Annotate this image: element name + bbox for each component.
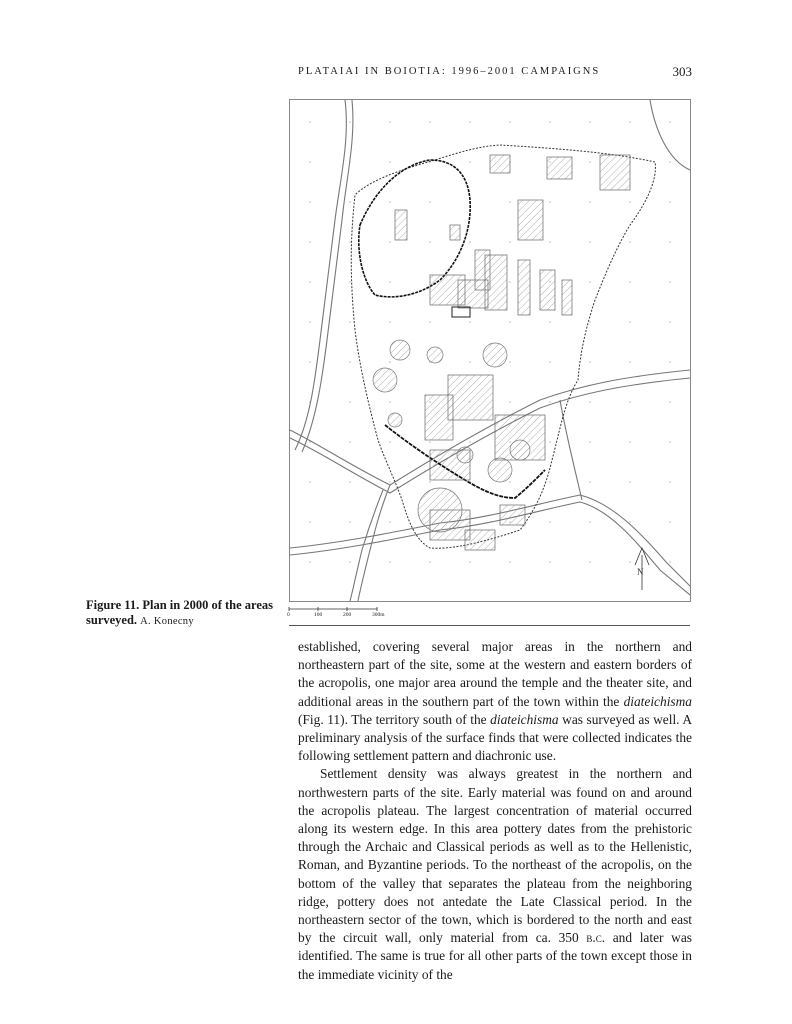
- grid-dot: [309, 201, 311, 203]
- grid-dot: [669, 361, 671, 363]
- grid-dot: [349, 401, 351, 403]
- p2-text-b: and later was identified. The same is true for all other parts of the town except those in the immediate vicinity of the: [298, 930, 692, 982]
- grid-dot: [509, 281, 511, 283]
- grid-dot: [349, 201, 351, 203]
- grid-dot: [429, 441, 431, 443]
- p1-italic-diateichisma: diateichisma: [623, 693, 692, 709]
- grid-dot: [669, 481, 671, 483]
- grid-dot: [629, 281, 631, 283]
- p2-era-bc: b.c.: [586, 930, 606, 946]
- grid-dot: [429, 121, 431, 123]
- grid-dot: [589, 281, 591, 283]
- running-head: [298, 66, 693, 77]
- figure-label: Figure 11. Plan in 2000 of the areas surveyed.: [86, 598, 274, 627]
- grid-dot: [669, 201, 671, 203]
- p1-text-c: (Fig. 11). The territory south of the: [298, 711, 491, 727]
- grid-dot: [669, 281, 671, 283]
- grid-dot: [629, 481, 631, 483]
- grid-dot: [629, 361, 631, 363]
- grid-dot: [469, 321, 471, 323]
- paragraph-1: [298, 638, 692, 765]
- paragraph-2: [298, 765, 692, 983]
- p2-text-a: Settlement density was always greatest in the northern and northwestern parts of the site. Early material was found on and around the acropolis plateau. The largest concentration of material occurred along its western edge. In this area pottery dates from the prehistoric through the Archaic and Classical periods as well as to the Hellenistic, Roman, and Byzantine periods. To the northeast of the acropolis, on the bottom of the valley that separates the plateau from the neighboring ridge, pottery does not antedate the Late Classical period. In the northeastern sector of the town, which is bordered to the north and east by the circuit wall, only material from ca. 350: [298, 766, 692, 946]
- grid-dot: [629, 561, 631, 563]
- grid-dot: [429, 201, 431, 203]
- grid-dot: [509, 241, 511, 243]
- grid-dot: [669, 441, 671, 443]
- grid-dot: [629, 321, 631, 323]
- grid-dot: [589, 481, 591, 483]
- grid-dot: [389, 161, 391, 163]
- grid-dot: [309, 241, 311, 243]
- grid-dot: [549, 401, 551, 403]
- grid-dot: [549, 241, 551, 243]
- grid-dot: [549, 521, 551, 523]
- grid-dot: [589, 161, 591, 163]
- grid-dot: [509, 561, 511, 563]
- grid-dot: [589, 121, 591, 123]
- grid-dot: [389, 241, 391, 243]
- scale-label-0: 0: [287, 612, 290, 618]
- grid-dot: [309, 281, 311, 283]
- grid-dot: [549, 201, 551, 203]
- grid-dot: [389, 441, 391, 443]
- grid-dot: [509, 361, 511, 363]
- grid-dot: [349, 561, 351, 563]
- grid-dot: [309, 121, 311, 123]
- grid-dot: [509, 401, 511, 403]
- grid-dot: [669, 161, 671, 163]
- grid-dot: [589, 241, 591, 243]
- grid-dot: [549, 321, 551, 323]
- grid-dot: [469, 121, 471, 123]
- grid-dot: [389, 201, 391, 203]
- p1-text-a: established, covering several major areas in the northern and northeastern part of the site, some at the western and eastern borders of the acropolis, one major area around the temple and the theater site, and additional areas in the southern part of the town within the: [298, 639, 692, 709]
- body-text: [298, 638, 692, 984]
- grid-dot: [549, 361, 551, 363]
- grid-dot: [629, 201, 631, 203]
- grid-dot: [589, 561, 591, 563]
- grid-dot: [589, 401, 591, 403]
- grid-dot: [309, 481, 311, 483]
- grid-dot: [389, 361, 391, 363]
- grid-dot: [509, 201, 511, 203]
- grid-dot: [349, 481, 351, 483]
- grid-dot: [669, 401, 671, 403]
- grid-dot: [509, 121, 511, 123]
- grid-dot: [589, 201, 591, 203]
- grid-dot: [349, 241, 351, 243]
- grid-dot: [349, 321, 351, 323]
- grid-dot: [669, 121, 671, 123]
- north-label: N: [637, 567, 644, 577]
- grid-dot: [429, 241, 431, 243]
- grid-dot: [429, 561, 431, 563]
- grid-dot: [429, 321, 431, 323]
- grid-dot: [389, 561, 391, 563]
- figure-credit: A. Konecny: [140, 616, 194, 627]
- scale-label-300: 300m: [372, 612, 385, 618]
- grid-dot: [349, 361, 351, 363]
- grid-dot: [589, 361, 591, 363]
- grid-dot: [469, 241, 471, 243]
- p1-text-e: was surveyed as well. A preliminary analysis of the surface finds that were collected indicates the following settlement pattern and diachronic use.: [298, 711, 692, 764]
- grid-dot: [389, 521, 391, 523]
- grid-dot: [629, 441, 631, 443]
- grid-dot: [629, 241, 631, 243]
- grid-dot: [349, 521, 351, 523]
- scale-label-200: 200: [343, 612, 352, 618]
- grid-dot: [589, 521, 591, 523]
- grid-dot: [549, 561, 551, 563]
- grid-dot: [669, 321, 671, 323]
- grid-dot: [389, 401, 391, 403]
- grid-dot: [469, 161, 471, 163]
- grid-dot: [509, 481, 511, 483]
- grid-dot: [469, 441, 471, 443]
- grid-dot: [389, 321, 391, 323]
- grid-dot: [309, 161, 311, 163]
- grid-dot: [629, 521, 631, 523]
- grid-dot: [309, 521, 311, 523]
- grid-dot: [309, 321, 311, 323]
- grid-dot: [549, 441, 551, 443]
- grid-dot: [549, 121, 551, 123]
- grid-dot: [629, 401, 631, 403]
- grid-dot: [589, 441, 591, 443]
- grid-dot: [349, 441, 351, 443]
- grid-dot: [629, 121, 631, 123]
- figure-caption: [86, 598, 281, 629]
- site-plan-map: [290, 100, 690, 601]
- grid-dot: [549, 481, 551, 483]
- grid-dot: [429, 481, 431, 483]
- grid-dot: [509, 321, 511, 323]
- p1-italic-diateichisma-2: diateichisma: [490, 711, 559, 727]
- grid-dot: [469, 561, 471, 563]
- grid-dot: [669, 521, 671, 523]
- grid-dot: [669, 561, 671, 563]
- grid-dot: [309, 361, 311, 363]
- temple-building: [452, 307, 470, 317]
- grid-dot: [589, 321, 591, 323]
- grid-dot: [309, 561, 311, 563]
- grid-dot: [469, 361, 471, 363]
- grid-dot: [389, 481, 391, 483]
- running-title: PLATAIAI IN BOIOTIA: 1996–2001 CAMPAIGNS: [298, 66, 601, 77]
- grid-dot: [389, 281, 391, 283]
- scale-label-100: 100: [314, 612, 323, 618]
- grid-dot: [669, 241, 671, 243]
- page-number: 303: [672, 64, 692, 79]
- site-plan-figure: [289, 99, 691, 602]
- grid-dot: [389, 121, 391, 123]
- grid-dot: [349, 281, 351, 283]
- grid-dot: [349, 121, 351, 123]
- caption-rule: [289, 625, 690, 626]
